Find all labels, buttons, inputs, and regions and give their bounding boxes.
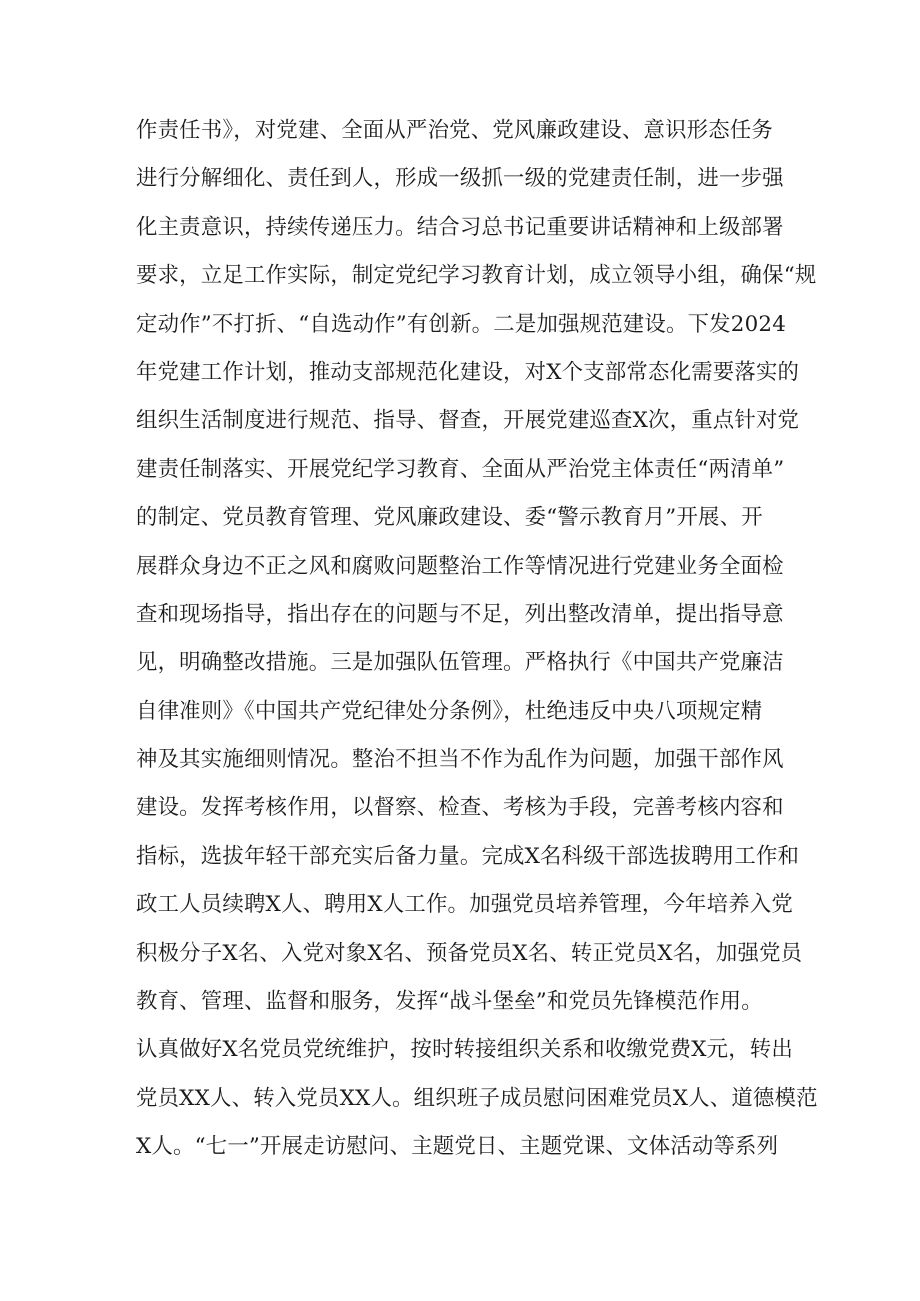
text-line: 进行分解细化、责任到人，形成一级抓一级的党建责任制，进一步强 xyxy=(136,166,784,192)
text-line: 建责任制落实、开展党纪学习教育、全面从严治党主体责任“两清单” xyxy=(136,456,785,482)
text-line: 的制定、党员教育管理、党风廉政建设、委“警示教育月”开展、开 xyxy=(136,505,763,531)
text-line: 组织生活制度进行规范、指导、督查，开展党建巡查X次，重点针对党 xyxy=(136,408,800,434)
body-paragraph xyxy=(136,107,818,1172)
text-line: 神及其实施细则情况。整治不担当不作为乱作为问题，加强干部作风 xyxy=(136,747,784,773)
text-line: 查和现场指导，指出存在的问题与不足，列出整改清单，提出指导意 xyxy=(136,601,784,627)
text-line: 教育、管理、监督和服务，发挥“战斗堡垒”和党员先锋模范作用。 xyxy=(136,989,763,1015)
text-line: 见，明确整改措施。三是加强队伍管理。严格执行《中国共产党廉洁 xyxy=(136,650,784,676)
text-line: 指标，选拔年轻干部充实后备力量。完成X名科级干部选拔聘用工作和 xyxy=(136,843,800,869)
text-line: 党员XX人、转入党员XX人。组织班子成员慰问困难党员X人、道德模范 xyxy=(136,1085,818,1111)
text-line: X人。“七一”开展走访慰问、主题党日、主题党课、文体活动等系列 xyxy=(136,1134,779,1160)
text-line: 年党建工作计划，推动支部规范化建设，对X个支部常态化需要落实的 xyxy=(136,359,800,385)
text-line: 定动作”不打折、“自选动作”有创新。二是加强规范建设。下发2024 xyxy=(136,311,787,337)
text-line: 要求，立足工作实际，制定党纪学习教育计划，成立领导小组，确保“规 xyxy=(136,263,817,289)
text-line: 作责任书》，对党建、全面从严治党、党风廉政建设、意识形态任务 xyxy=(136,118,774,143)
text-line: 自律准则》《中国共产党纪律处分条例》，杜绝违反中央八项规定精 xyxy=(136,698,763,724)
text-line: 积极分子X名、入党对象X名、预备党员X名、转正党员X名，加强党员 xyxy=(136,940,803,966)
text-line: 建设。发挥考核作用，以督察、检查、考核为手段，完善考核内容和 xyxy=(136,795,784,821)
text-line: 化主责意识，持续传递压力。结合习总书记重要讲话精神和上级部署 xyxy=(136,214,784,240)
text-line: 展群众身边不正之风和腐败问题整治工作等情况进行党建业务全面检 xyxy=(136,553,784,579)
text-line: 政工人员续聘X人、聘用X人工作。加强党员培养管理，今年培养入党 xyxy=(136,892,793,918)
text-line: 认真做好X名党员党统维护，按时转接组织关系和收缴党费X元，转出 xyxy=(136,1037,793,1063)
